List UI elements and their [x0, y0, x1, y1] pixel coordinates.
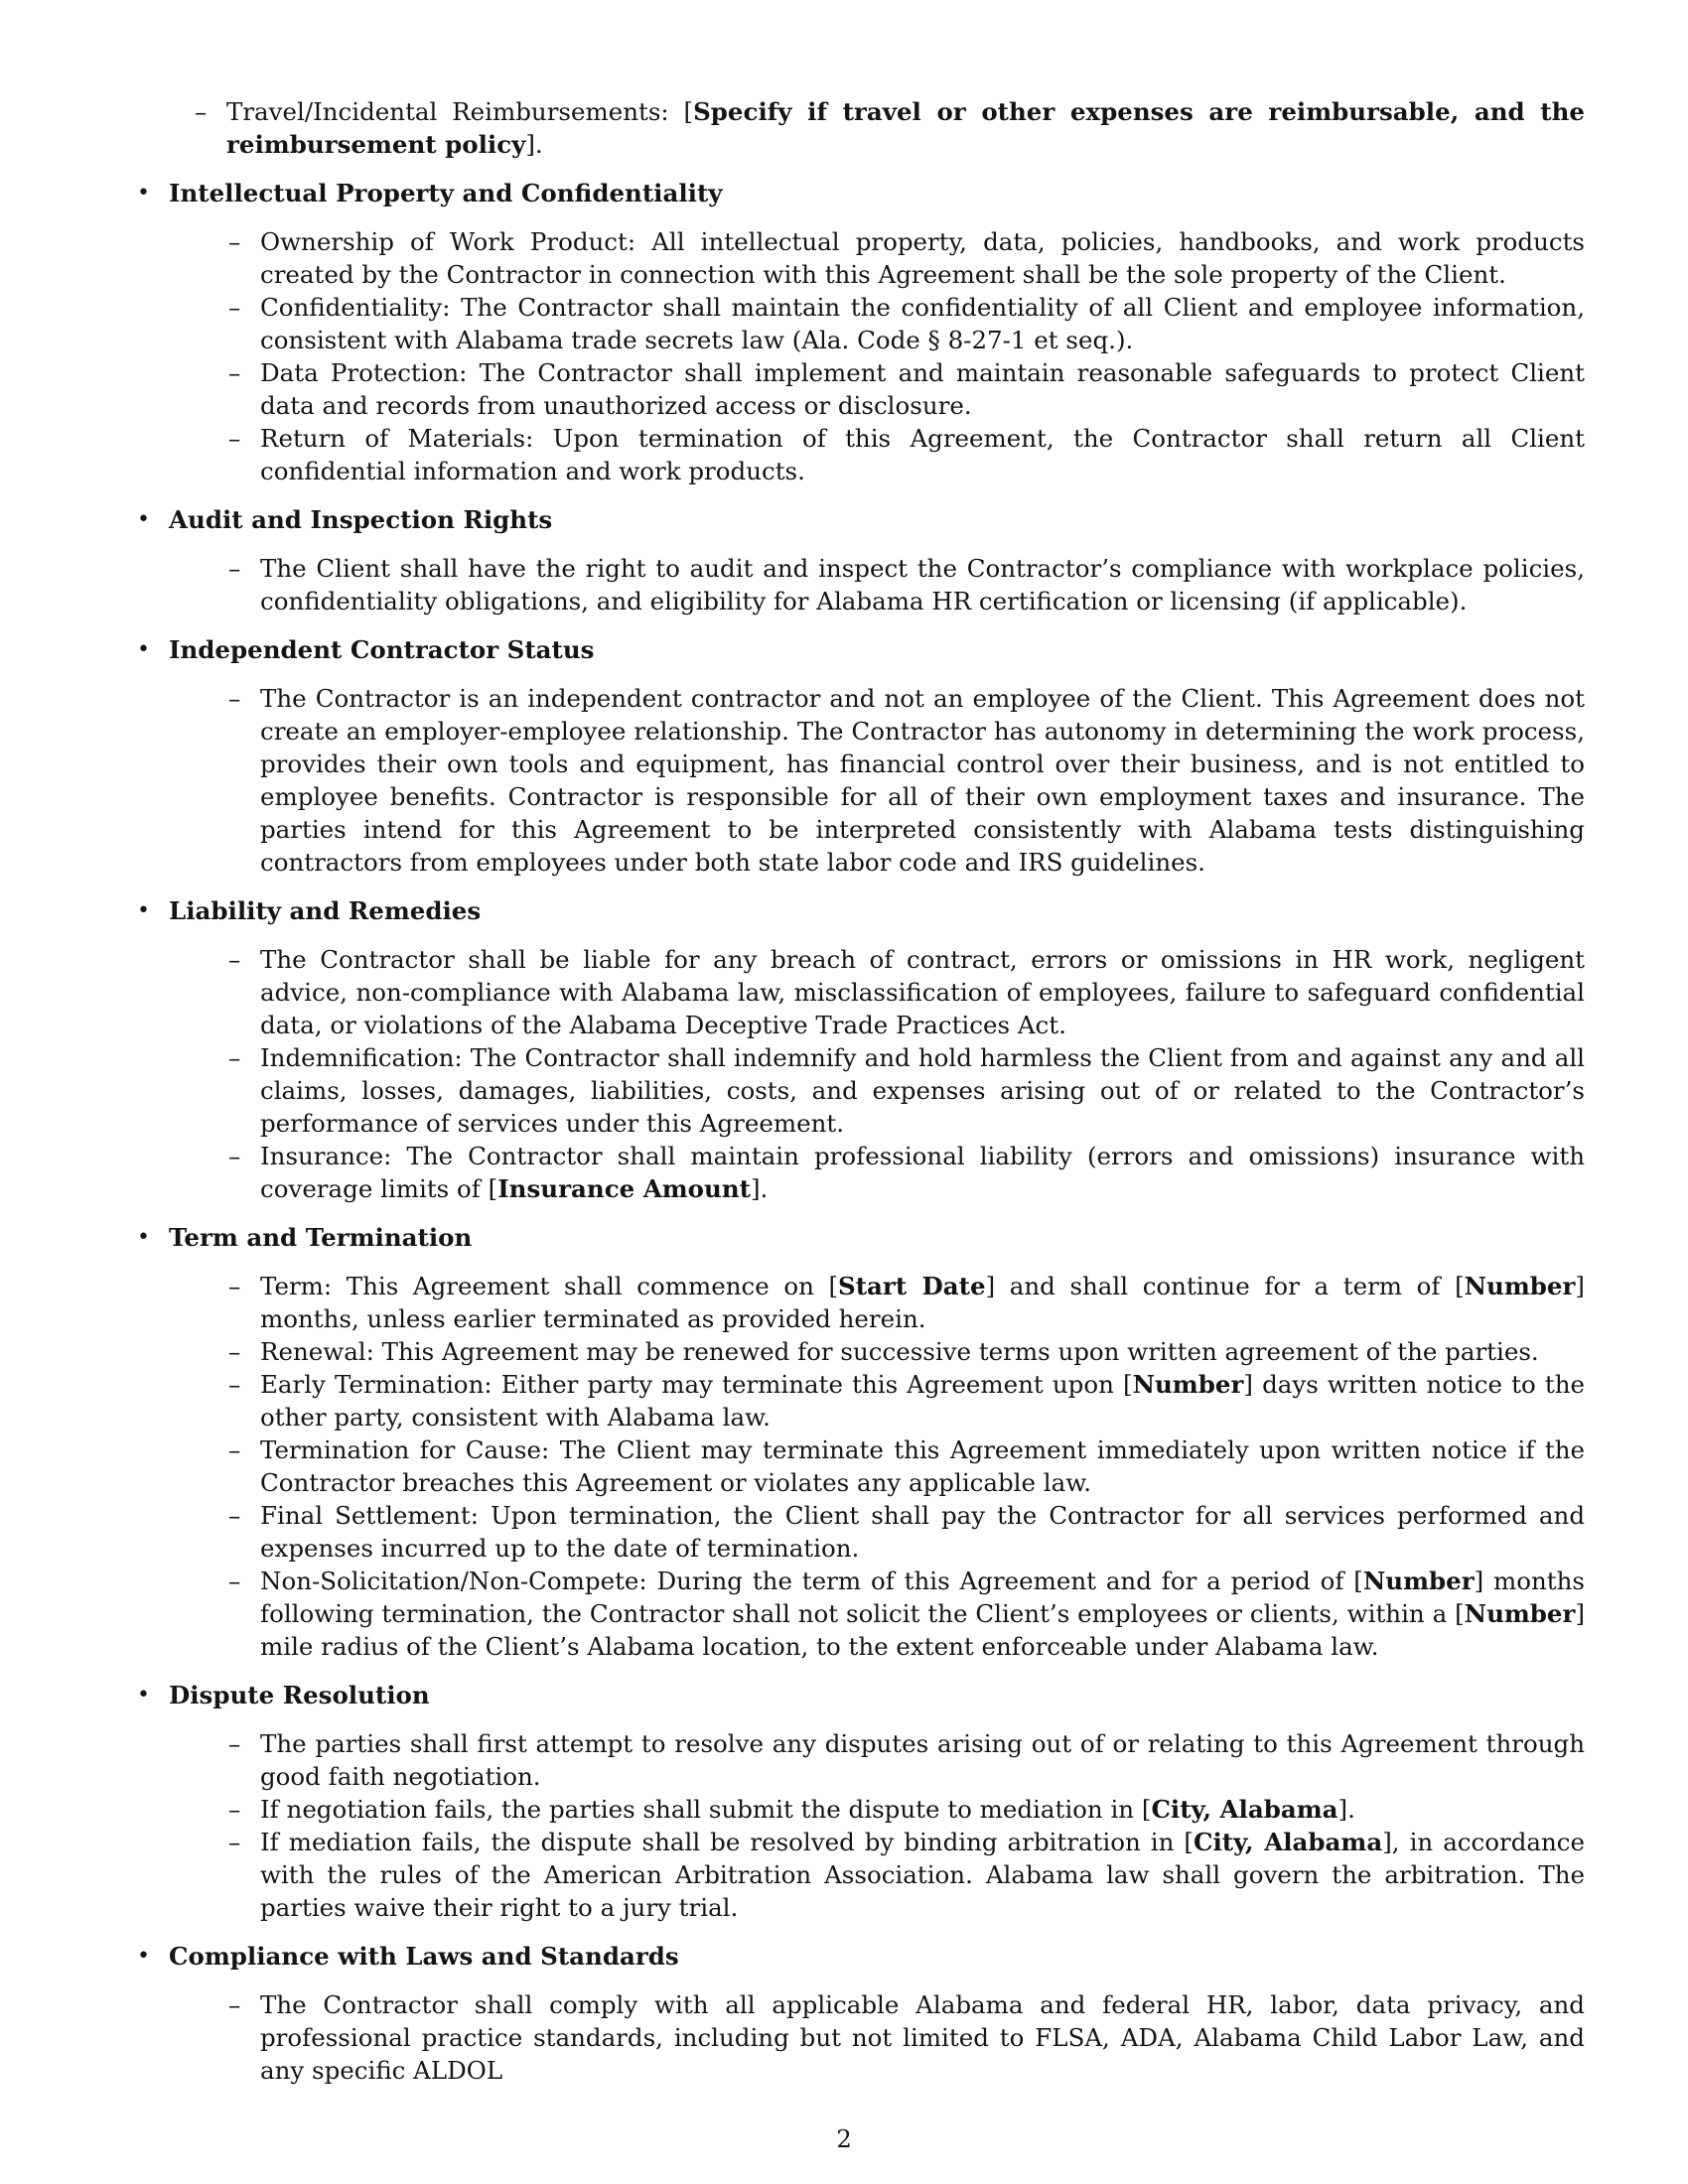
section-term-termination — [137, 1221, 1586, 1663]
sub-list — [169, 1988, 1585, 2087]
section-compliance — [137, 1940, 1585, 2087]
sub-item-term: – Term: This Agreement shall commence on [Start Date] and shall continue for a term of [Number] months, unless earlier terminated as provided herein. — [260, 1270, 1585, 1335]
bullet-icon: • — [137, 181, 150, 205]
page-content — [135, 95, 1585, 2103]
section-title: Audit and Inspection Rights — [169, 505, 553, 534]
intro-sub-list — [135, 95, 1585, 161]
section-dispute-resolution — [137, 1679, 1585, 1924]
sub-list — [169, 943, 1585, 1205]
section-title: Liability and Remedies — [169, 896, 482, 925]
sub-item: – The Client shall have the right to audit and inspect the Contractor’s compliance with workplace policies, confidentiality obligations, and eligibility for Alabama HR certification or licensing (if applicable). — [260, 552, 1585, 617]
section-intellectual-property — [137, 177, 1585, 487]
bullet-icon: • — [137, 898, 150, 923]
sub-list — [169, 225, 1585, 487]
sub-item-non-solicitation: – Non-Solicitation/Non-Compete: During the term of this Agreement and for a period of [Number] months following termination, the Contractor shall not solicit the Client’s employees or clients, within a [Number] mile radius of the Client’s Alabama location, to the extent enforceable under Alabama law. — [260, 1565, 1585, 1663]
sub-item: – Final Settlement: Upon termination, the Client shall pay the Contractor for all services performed and expenses incurred up to the date of termination. — [260, 1499, 1585, 1565]
bullet-icon: • — [137, 1225, 150, 1250]
sub-list — [169, 552, 1585, 617]
sub-list — [169, 1270, 1585, 1663]
sub-item: – The Contractor is an independent contractor and not an employee of the Client. This Agreement does not create an employer-employee relationship. The Contractor has autonomy in determining the work process, provides their own tools and equipment, has financial control over their business, and is not entitled to employee benefits. Contractor is responsible for all of their own employment taxes and insurance. The parties intend for this Agreement to be interpreted consistently with Alabama tests distinguishing contractors from employees under both state labor code and IRS guidelines. — [260, 682, 1585, 879]
sub-item: – Data Protection: The Contractor shall implement and maintain reasonable safeguards to protect Client data and records from unauthorized access or disclosure. — [260, 356, 1585, 422]
section-title: Independent Contractor Status — [169, 635, 595, 664]
sub-item-insurance: – Insurance: The Contractor shall maintain professional liability (errors and omissions) insurance with coverage limits of [Insurance Amount]. — [260, 1140, 1585, 1205]
sub-item: – The Contractor shall comply with all applicable Alabama and federal HR, labor, data privacy, and professional practice standards, including but not limited to FLSA, ADA, Alabama Child Labor Law, and any specific ALDOL — [260, 1988, 1585, 2087]
sub-list — [169, 682, 1585, 879]
sub-item: – Confidentiality: The Contractor shall maintain the confidentiality of all Client and employee information, consistent with Alabama trade secrets law (Ala. Code § 8-27-1 et seq.). — [260, 291, 1585, 356]
sub-item: – The parties shall first attempt to resolve any disputes arising out of or relating to this Agreement through good faith negotiation. — [260, 1727, 1585, 1793]
sub-item: – Return of Materials: Upon termination of this Agreement, the Contractor shall return all Client confidential information and work products. — [260, 422, 1585, 487]
sub-list — [169, 1727, 1585, 1924]
sub-item-arbitration: – If mediation fails, the dispute shall be resolved by binding arbitration in [City, Alabama], in accordance with the rules of the American Arbitration Association. Alabama law shall govern the arbitration. The parties waive their right to a jury trial. — [260, 1826, 1585, 1924]
section-title: Intellectual Property and Confidentiality — [169, 179, 723, 207]
sub-item: – Indemnification: The Contractor shall indemnify and hold harmless the Client from and against any and all claims, losses, damages, liabilities, costs, and expenses arising out of or related to the Contractor’s performance of services under this Agreement. — [260, 1041, 1585, 1140]
sub-item-early-termination: – Early Termination: Either party may terminate this Agreement upon [Number] days written notice to the other party, consistent with Alabama law. — [260, 1368, 1585, 1433]
sub-item: – The Contractor shall be liable for any breach of contract, errors or omissions in HR work, negligent advice, non-compliance with Alabama law, misclassification of employees, failure to safeguard confidential data, or violations of the Alabama Deceptive Trade Practices Act. — [260, 943, 1585, 1041]
section-list — [135, 177, 1585, 2087]
bullet-icon: • — [137, 1683, 150, 1707]
page-number: 2 — [836, 2124, 852, 2153]
sub-item: – Ownership of Work Product: All intellectual property, data, policies, handbooks, and work products created by the Contractor in connection with this Agreement shall be the sole property of the Client. — [260, 225, 1585, 291]
sub-item: – Termination for Cause: The Client may terminate this Agreement immediately upon written notice if the Contractor breaches this Agreement or violates any applicable law. — [260, 1433, 1585, 1499]
bullet-icon: • — [137, 507, 150, 532]
bullet-icon: • — [137, 637, 150, 662]
section-audit-inspection — [137, 503, 1585, 617]
section-independent-contractor — [137, 633, 1585, 879]
sub-item: – Renewal: This Agreement may be renewed for successive terms upon written agreement of the parties. — [260, 1335, 1585, 1368]
bullet-icon: • — [137, 1944, 150, 1969]
sub-item-mediation: – If negotiation fails, the parties shall submit the dispute to mediation in [City, Alabama]. — [260, 1793, 1585, 1826]
section-title: Compliance with Laws and Standards — [169, 1942, 679, 1971]
section-liability-remedies — [137, 894, 1585, 1205]
section-title: Dispute Resolution — [169, 1681, 430, 1709]
sub-item-travel-reimbursements: – Travel/Incidental Reimbursements: [Specify if travel or other expenses are reimbursable, and the reimbursement policy]. — [226, 95, 1585, 161]
section-title: Term and Termination — [169, 1223, 473, 1252]
